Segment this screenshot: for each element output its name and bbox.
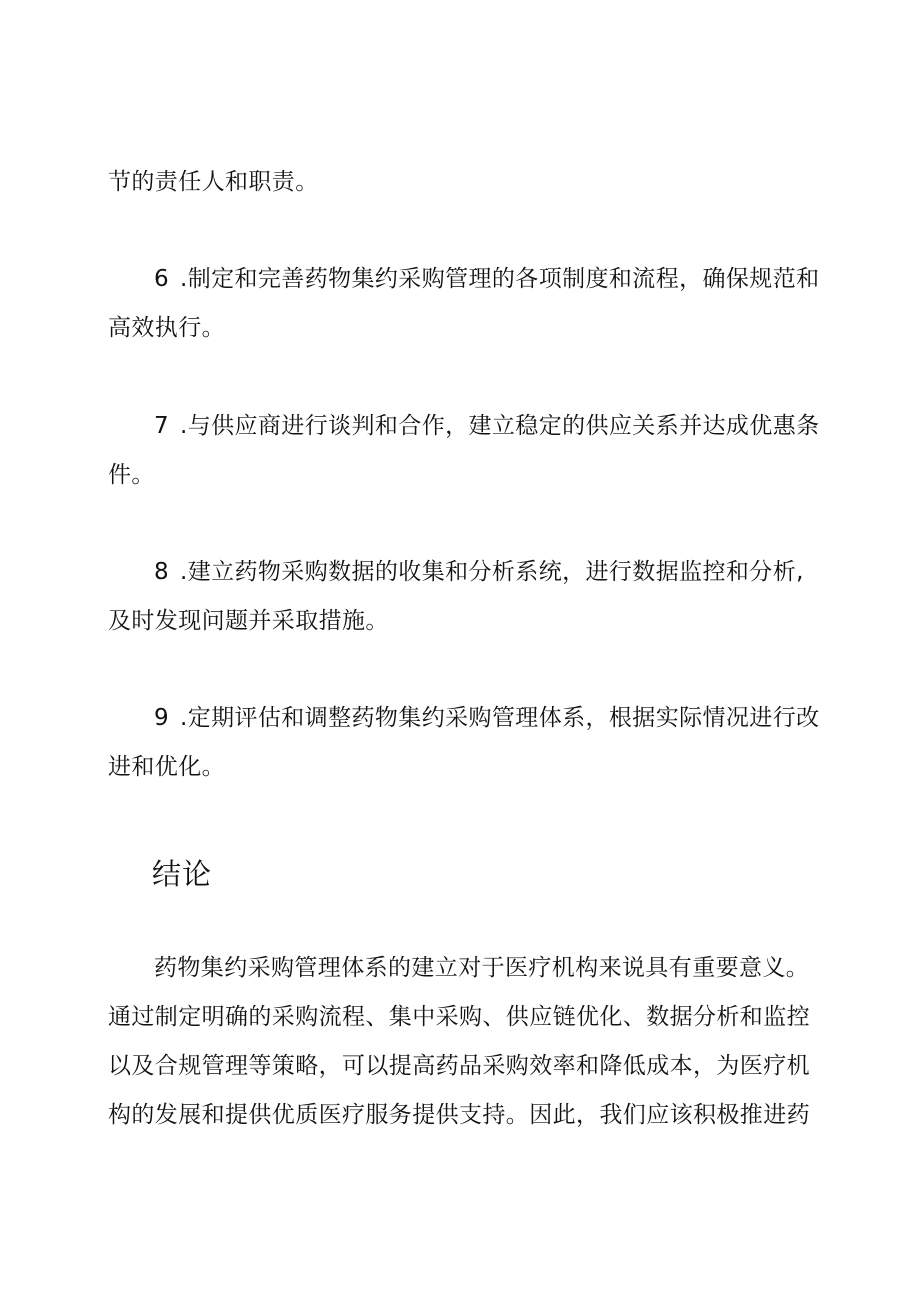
list-item-text-continued: 件。 bbox=[108, 462, 155, 488]
paragraph-line: 通过制定明确的采购流程、集中采购、供应链优化、数据分析和监控 bbox=[108, 1004, 810, 1030]
paragraph-line: 构的发展和提供优质医疗服务提供支持。因此，我们应该积极推进药 bbox=[108, 1102, 810, 1128]
paragraph-line: 药物集约采购管理体系的建立对于医疗机构来说具有重要意义。 bbox=[154, 955, 810, 981]
list-item-text: .与供应商进行谈判和合作，建立稳定的供应关系并达成优惠条 bbox=[180, 413, 820, 439]
list-item-text: .建立药物采购数据的收集和分析系统，进行数据监控和分析, bbox=[180, 559, 804, 585]
continuation-paragraph bbox=[108, 158, 814, 207]
list-item-number: 7 bbox=[154, 413, 170, 439]
paragraph-line: 以及合规管理等策略，可以提高药品采购效率和降低成本，为医疗机 bbox=[108, 1053, 810, 1079]
list-item-number: 9 bbox=[154, 705, 170, 731]
list-item-text: .定期评估和调整药物集约采购管理体系，根据实际情况进行改 bbox=[180, 705, 820, 731]
section-heading-conclusion: 结论 bbox=[152, 857, 213, 891]
paragraph-line: 节的责任人和职责。 bbox=[108, 169, 319, 195]
list-item-text-continued: 进和优化。 bbox=[108, 754, 225, 780]
list-item-number: 8 bbox=[154, 559, 170, 585]
list-item-text: .制定和完善药物集约采购管理的各项制度和流程，确保规范和 bbox=[180, 266, 820, 292]
list-item-number: 6 bbox=[154, 266, 170, 292]
list-item-9 bbox=[108, 694, 820, 792]
list-item-8 bbox=[108, 548, 814, 646]
list-item-text-continued: 及时发现问题并采取措施。 bbox=[108, 608, 389, 634]
list-item-6 bbox=[108, 255, 820, 353]
list-item-7 bbox=[108, 402, 820, 500]
conclusion-paragraph bbox=[108, 944, 814, 1140]
list-item-text-continued: 高效执行。 bbox=[108, 315, 225, 341]
